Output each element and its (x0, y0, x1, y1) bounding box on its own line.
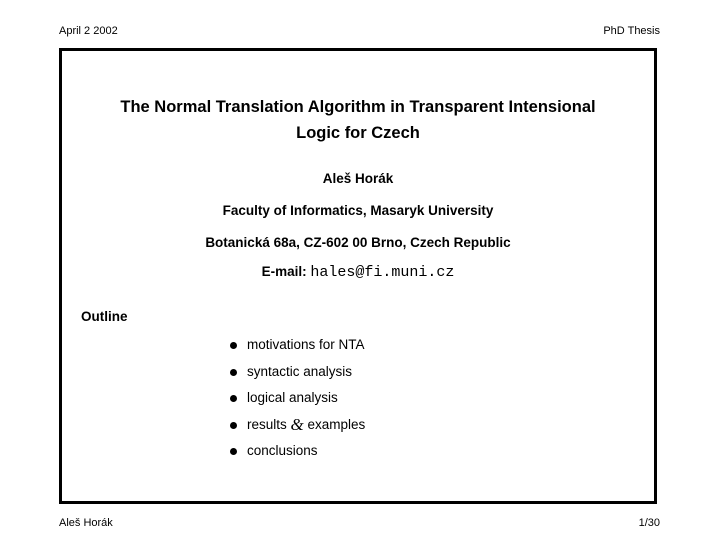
ampersand-glyph: & (290, 414, 304, 434)
list-item (230, 390, 365, 417)
list-item (230, 443, 365, 470)
email-address: hales@fi.muni.cz (310, 264, 455, 281)
list-item (230, 337, 365, 364)
title-line-2: Logic for Czech (296, 124, 420, 142)
footer-author: Aleš Horák (59, 517, 113, 529)
header-doc-type: PhD Thesis (603, 25, 660, 37)
header-date: April 2 2002 (59, 25, 118, 37)
list-item-label: syntactic analysis (247, 363, 353, 379)
outline-heading: Outline (81, 309, 128, 324)
email-line (62, 264, 654, 281)
list-item (230, 414, 366, 444)
list-item-label: logical analysis (247, 390, 338, 405)
list-item (230, 364, 365, 391)
slide-frame (59, 48, 657, 504)
slide-title (62, 94, 654, 146)
address: Botanická 68a, CZ-602 00 Brno, Czech Republic (205, 235, 511, 250)
list-item-label: motivations for NTA (247, 337, 365, 352)
bullet-icon (230, 369, 237, 376)
outline-list (230, 337, 365, 470)
bullet-icon (230, 448, 237, 455)
bullet-icon (230, 395, 237, 402)
list-item-label: results (247, 416, 287, 432)
bullet-icon (230, 342, 237, 349)
title-line-1: The Normal Translation Algorithm in Transparent Intensional (120, 98, 596, 116)
list-item-suffix: examples (307, 416, 366, 432)
author-name: Aleš Horák (322, 171, 394, 186)
list-item-label: conclusions (247, 443, 318, 458)
affiliation: Faculty of Informatics, Masaryk University (222, 203, 494, 218)
email-label: E-mail: (261, 264, 307, 279)
bullet-icon (230, 422, 237, 429)
footer-page-number: 1/30 (638, 517, 660, 529)
